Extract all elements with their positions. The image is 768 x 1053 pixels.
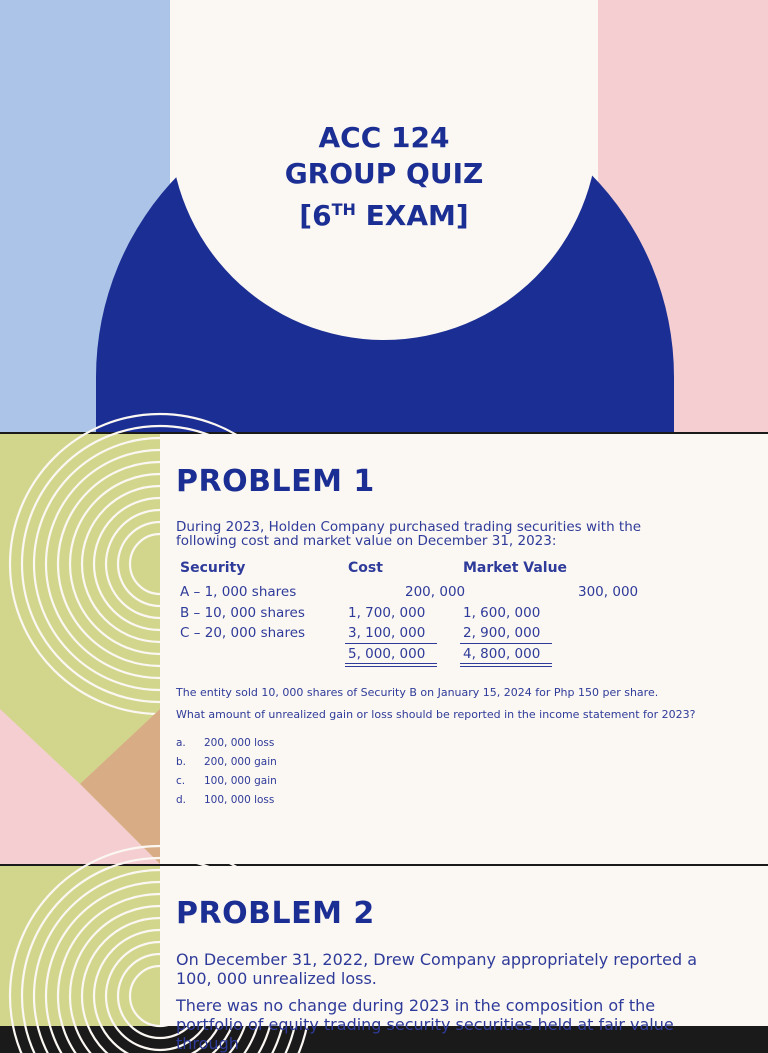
table-cell: 3, 100, 000 xyxy=(348,625,426,641)
table-cell: 300, 000 xyxy=(578,584,639,600)
title-line-1: ACC 124 xyxy=(318,121,450,154)
question-line-2: What amount of unrealized gain or loss should be reported in the income statement for 2023? xyxy=(176,708,696,721)
table-cell: 2, 900, 000 xyxy=(463,625,541,641)
double-underline xyxy=(345,666,437,667)
table-cell: A – 1, 000 shares xyxy=(180,584,297,600)
total-cost: 5, 000, 000 xyxy=(348,646,426,662)
answer-option: c. 100, 000 gain xyxy=(176,775,277,787)
table-cell: B – 10, 000 shares xyxy=(180,605,305,621)
problem-heading: PROBLEM 2 xyxy=(176,896,375,931)
problem-heading: PROBLEM 1 xyxy=(176,464,375,499)
problem-1-slide xyxy=(0,434,768,864)
double-underline xyxy=(460,663,552,664)
double-underline xyxy=(345,663,437,664)
title-slide xyxy=(0,0,768,432)
underline xyxy=(460,643,552,644)
problem-paragraph-2: There was no change during 2023 in the composition of the portfolio of equity trading security securities held at fair value through xyxy=(176,996,674,1053)
total-market-value: 4, 800, 000 xyxy=(463,646,541,662)
slide-title xyxy=(170,120,598,234)
table-cell: 200, 000 xyxy=(405,584,466,600)
table-cell: C – 20, 000 shares xyxy=(180,625,306,641)
arc-pattern-icon xyxy=(0,434,160,864)
col-header-cost: Cost xyxy=(348,560,383,576)
double-underline xyxy=(460,666,552,667)
col-header-security: Security xyxy=(180,560,246,576)
cream-top-band xyxy=(170,0,598,130)
problem-intro: During 2023, Holden Company purchased trading securities with the following cost and market value on December 31, 2023: xyxy=(176,519,642,549)
answer-option: b. 200, 000 gain xyxy=(176,756,277,768)
title-line-3: [6TH EXAM] xyxy=(299,199,469,232)
question-line-1: The entity sold 10, 000 shares of Security B on January 15, 2024 for Php 150 per share. xyxy=(176,686,659,699)
answer-option: d. 100, 000 loss xyxy=(176,794,275,806)
decorative-side-panel xyxy=(0,866,160,1026)
underline xyxy=(345,643,437,644)
answer-option: a. 200, 000 loss xyxy=(176,737,275,749)
col-header-market-value: Market Value xyxy=(463,560,568,576)
table-cell: 1, 700, 000 xyxy=(348,605,426,621)
problem-paragraph-1: On December 31, 2022, Drew Company appropriately reported a 100, 000 unrealized loss. xyxy=(176,950,698,988)
problem-2-slide xyxy=(0,866,768,1053)
title-line-2: GROUP QUIZ xyxy=(284,157,484,190)
table-cell: 1, 600, 000 xyxy=(463,605,541,621)
decorative-side-panel xyxy=(0,434,160,864)
arc-pattern-icon xyxy=(0,866,160,1026)
